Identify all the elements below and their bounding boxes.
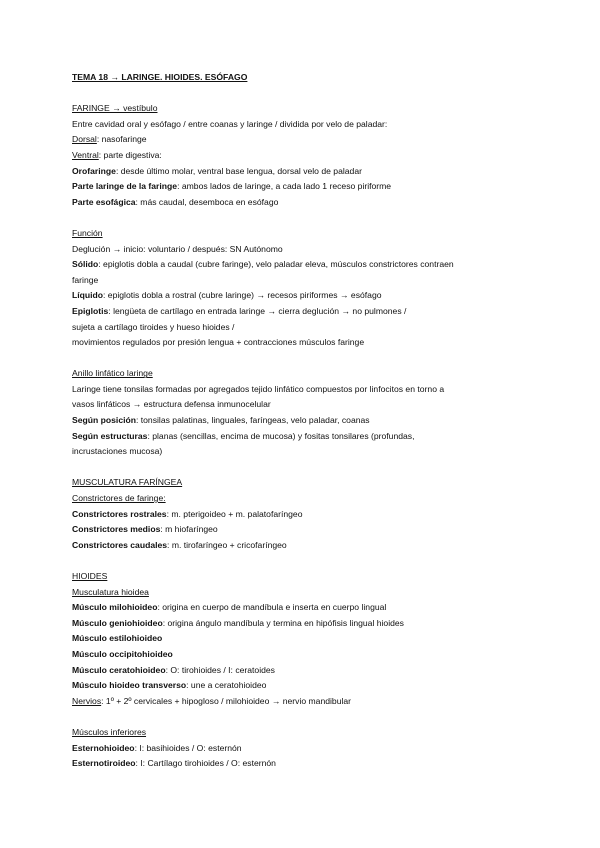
label: Sólido (72, 259, 99, 270)
text: : planas (sencillas, encima de mucosa) y fositas tonsilares (profundas, (147, 430, 415, 441)
text: : nasofaringe (96, 134, 147, 145)
label: Según posición (72, 415, 136, 426)
esternotiroideo (72, 756, 542, 772)
text: : m. pterigoideo + m. palatofaríngeo (166, 508, 303, 519)
section-heading-anillo: Anillo linfático laringe (72, 368, 153, 379)
spacer (72, 460, 542, 476)
label: Según estructuras (72, 430, 148, 441)
label: Músculo hioideo transverso (72, 680, 187, 691)
text: : tonsilas palatinas, linguales, faríngeas, velo paladar, coanas (135, 415, 370, 426)
label: Constrictores rostrales (72, 508, 167, 519)
esternohioideo (72, 741, 542, 757)
funcion-epiglotis-cont2: movimientos regulados por presión lengua + contracciones músculos faringe (72, 337, 365, 348)
label: Constrictores medios (72, 524, 161, 535)
label: Ventral (72, 149, 99, 160)
musculo-geniohioideo (72, 616, 542, 632)
spacer (72, 351, 542, 367)
musculo-occipitohioideo: Músculo occipitohioideo (72, 648, 173, 659)
subheading-musculos-inferiores: Músculos inferiores (72, 726, 147, 737)
text: : m. tirofaríngeo + cricofaríngeo (167, 539, 287, 550)
faringe-dorsal (72, 132, 542, 148)
text: : parte digestiva: (98, 149, 162, 160)
anillo-estructura-cont: incrustaciones mucosa) (72, 446, 163, 457)
label: Parte laringe de la faringe (72, 181, 178, 192)
text: : epiglotis dobla a rostral (cubre laringe) → recesos piriformes → esófago (103, 290, 382, 301)
document-page (72, 70, 542, 772)
text: : origina ángulo mandíbula y termina en hipófisis lingual hioides (162, 617, 404, 628)
faringe-esofagica (72, 195, 542, 211)
section-heading-faringe: FARINGE → vestíbulo (72, 103, 158, 114)
nervios (72, 694, 542, 710)
musculo-milohioideo (72, 600, 542, 616)
subheading-constrictores: Constrictores de faringe: (72, 493, 166, 504)
faringe-laringea (72, 179, 542, 195)
label: Líquido (72, 290, 104, 301)
text: : 1º + 2º cervicales + hipogloso / milohioideo → nervio mandibular (101, 695, 352, 706)
section-heading-musculatura: MUSCULATURA FARÍNGEA (72, 477, 183, 488)
subheading-musculatura-hioidea: Musculatura hioidea (72, 586, 149, 597)
spacer (72, 709, 542, 725)
constrictores-rostrales (72, 507, 542, 523)
funcion-epiglotis (72, 304, 542, 320)
text: : I: basihioides / O: esternón (134, 742, 242, 753)
text: : O: tirohioides / I: ceratoides (165, 664, 275, 675)
musculo-hioideo-transverso (72, 678, 542, 694)
label: Epiglotis (72, 305, 109, 316)
faringe-ventral (72, 148, 542, 164)
text: : lengüeta de cartílago en entrada laringe → cierra deglución → no pulmones / (108, 305, 407, 316)
faringe-intro: Entre cavidad oral y esófago / entre coanas y laringe / dividida por velo de paladar: (72, 118, 388, 129)
spacer (72, 553, 542, 569)
label: Músculo ceratohioideo (72, 664, 166, 675)
text: : une a ceratohioideo (186, 680, 267, 691)
funcion-solido (72, 257, 542, 273)
anillo-estructura (72, 429, 542, 445)
anillo-text2: vasos linfáticos → estructura defensa inmunocelular (72, 399, 271, 410)
label: Esternotiroideo (72, 758, 136, 769)
label: Orofaringe (72, 165, 116, 176)
label: Músculo geniohioideo (72, 617, 163, 628)
constrictores-caudales (72, 538, 542, 554)
constrictores-medios (72, 522, 542, 538)
text: : desde último molar, ventral base lengua, dorsal velo de paladar (115, 165, 362, 176)
label: Parte esofágica (72, 196, 136, 207)
anillo-text1: Laringe tiene tonsilas formadas por agregados tejido linfático compuestos por linfocitos en torno a (72, 383, 445, 394)
text: : origina en cuerpo de mandíbula e inserta en cuerpo lingual (157, 602, 387, 613)
funcion-epiglotis-cont1: sujeta a cartílago tiroides y hueso hioides / (72, 321, 235, 332)
label: Nervios (72, 695, 102, 706)
text: : más caudal, desemboca en esófago (135, 196, 279, 207)
label: Esternohioideo (72, 742, 135, 753)
text: : m hiofaríngeo (160, 524, 218, 535)
faringe-orofaringe (72, 164, 542, 180)
funcion-deglucion: Deglución → inicio: voluntario / después: SN Autónomo (72, 243, 283, 254)
musculo-ceratohioideo (72, 663, 542, 679)
label: Dorsal (72, 134, 97, 145)
text: : epiglotis dobla a caudal (cubre faringe), velo paladar eleva, músculos constrictores contraen (98, 259, 454, 270)
anillo-posicion (72, 413, 542, 429)
text: : ambos lados de laringe, a cada lado 1 receso piriforme (177, 181, 392, 192)
label: Constrictores caudales (72, 539, 168, 550)
text: : I: Cartílago tirohioides / O: esternón (135, 758, 276, 769)
label: Músculo milohioideo (72, 602, 158, 613)
document-title: TEMA 18 → LARINGE. HIOIDES. ESÓFAGO (72, 72, 248, 82)
spacer (72, 210, 542, 226)
section-heading-hioides: HIOIDES (72, 571, 108, 581)
musculo-estilohioideo: Músculo estilohioideo (72, 633, 163, 644)
section-heading-funcion: Función (72, 227, 103, 238)
funcion-liquido (72, 288, 542, 304)
funcion-solido-cont: faringe (72, 274, 99, 285)
